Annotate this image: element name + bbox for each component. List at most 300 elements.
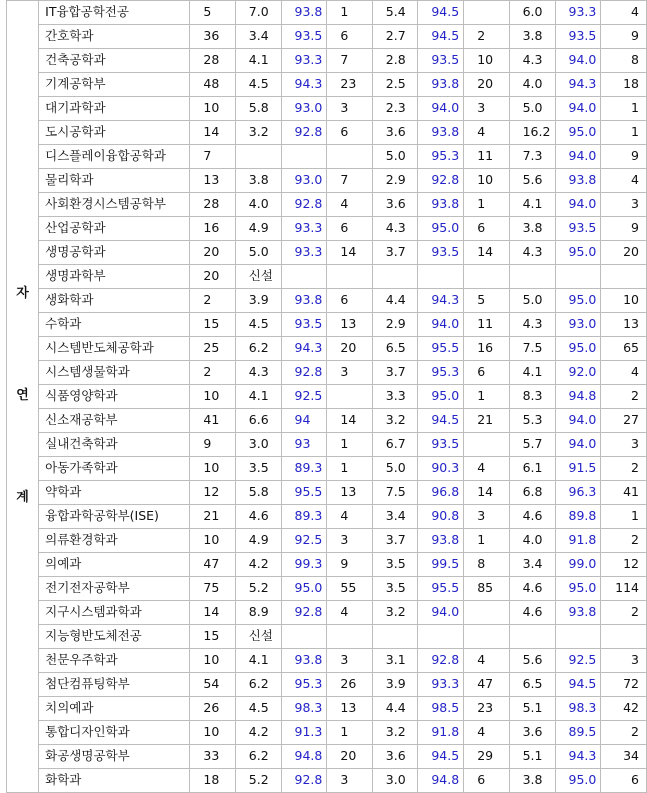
table-cell: 92.8	[281, 121, 327, 145]
table-cell: 1	[327, 721, 372, 745]
table-cell: 89.3	[281, 457, 327, 481]
table-cell: 5.6	[509, 169, 555, 193]
table-cell: 93	[281, 433, 327, 457]
table-cell	[464, 433, 509, 457]
table-cell: 5.4	[372, 1, 418, 25]
table-cell: 5.2	[235, 769, 281, 793]
table-cell: 6.2	[235, 673, 281, 697]
table-cell	[601, 625, 647, 649]
table-cell: 4.0	[235, 193, 281, 217]
table-cell: 93.5	[418, 49, 464, 73]
table-cell: 94.5	[418, 1, 464, 25]
table-cell: 65	[601, 337, 647, 361]
admission-table	[6, 0, 647, 793]
table-cell: 4.3	[509, 313, 555, 337]
table-cell: 94.8	[281, 745, 327, 769]
table-cell: 4.1	[235, 385, 281, 409]
table-cell: 93.8	[281, 1, 327, 25]
table-cell: 95.0	[555, 289, 601, 313]
table-cell: 7.0	[235, 1, 281, 25]
table-cell: 1	[601, 121, 647, 145]
table-cell: 94.0	[418, 313, 464, 337]
table-cell: 3	[327, 529, 372, 553]
table-cell: 90.3	[418, 457, 464, 481]
table-cell: 3.8	[509, 217, 555, 241]
table-cell: 5.7	[509, 433, 555, 457]
table-cell: 94.8	[418, 769, 464, 793]
table-cell: 92.8	[281, 769, 327, 793]
table-cell: 21	[190, 505, 235, 529]
table-row	[7, 217, 647, 241]
table-cell: 98.3	[281, 697, 327, 721]
table-cell: 9	[601, 217, 647, 241]
table-cell: 3.7	[372, 241, 418, 265]
table-cell: 9	[327, 553, 372, 577]
department-name: 첨단컴퓨팅학부	[39, 673, 190, 697]
table-cell: 92.5	[555, 649, 601, 673]
table-cell: 3	[601, 433, 647, 457]
table-cell: 94.3	[418, 289, 464, 313]
table-cell: 6	[327, 25, 372, 49]
table-row	[7, 577, 647, 601]
table-row	[7, 49, 647, 73]
table-cell: 3.2	[372, 721, 418, 745]
table-cell: 6.7	[372, 433, 418, 457]
table-cell: 4	[464, 649, 509, 673]
table-cell: 1	[464, 193, 509, 217]
table-cell: 4.3	[372, 217, 418, 241]
table-cell: 13	[327, 697, 372, 721]
table-cell: 3.9	[235, 289, 281, 313]
table-cell: 2.9	[372, 169, 418, 193]
table-cell: 5.0	[235, 241, 281, 265]
table-cell	[372, 625, 418, 649]
table-cell: 4.0	[509, 73, 555, 97]
department-name: 생명과학부	[39, 265, 190, 289]
department-name: 치의예과	[39, 697, 190, 721]
table-cell: 33	[190, 745, 235, 769]
table-cell: 94.5	[418, 745, 464, 769]
department-name: 사회환경시스템공학부	[39, 193, 190, 217]
table-cell: 10	[464, 169, 509, 193]
department-name: 건축공학과	[39, 49, 190, 73]
table-cell: 2.3	[372, 97, 418, 121]
table-cell: 4	[601, 1, 647, 25]
table-cell: 94.8	[555, 385, 601, 409]
table-cell: 6	[464, 217, 509, 241]
table-cell: 9	[601, 25, 647, 49]
department-name: 수학과	[39, 313, 190, 337]
table-cell: 6.8	[509, 481, 555, 505]
table-cell: 4.6	[509, 505, 555, 529]
table-cell	[418, 625, 464, 649]
table-row	[7, 673, 647, 697]
table-cell: 93.5	[281, 25, 327, 49]
table-cell: 5.0	[509, 97, 555, 121]
table-cell: 3.8	[235, 169, 281, 193]
table-row	[7, 385, 647, 409]
table-cell: 5.8	[235, 481, 281, 505]
table-cell: 3.2	[235, 121, 281, 145]
table-cell: 12	[601, 553, 647, 577]
department-name: 물리학과	[39, 169, 190, 193]
table-cell: 4	[464, 457, 509, 481]
table-cell: 95.5	[281, 481, 327, 505]
table-row	[7, 601, 647, 625]
department-name: 통합디자인학과	[39, 721, 190, 745]
table-cell: 3.6	[372, 745, 418, 769]
table-cell: 5.1	[509, 697, 555, 721]
department-name: 의류환경학과	[39, 529, 190, 553]
table-cell: 4.5	[235, 73, 281, 97]
table-cell: 2.5	[372, 73, 418, 97]
table-cell: 4.4	[372, 697, 418, 721]
table-row	[7, 649, 647, 673]
department-name: 지능형반도체전공	[39, 625, 190, 649]
table-cell: 3.5	[372, 577, 418, 601]
table-cell: 95.0	[555, 769, 601, 793]
table-cell	[464, 601, 509, 625]
table-cell: 6.6	[235, 409, 281, 433]
table-cell: 20	[464, 73, 509, 97]
table-cell: 3.8	[509, 25, 555, 49]
table-cell: 93.8	[418, 73, 464, 97]
table-cell: 5.0	[372, 145, 418, 169]
table-cell: 94.0	[555, 49, 601, 73]
table-cell: 12	[190, 481, 235, 505]
table-cell: 3.2	[372, 409, 418, 433]
table-cell: 21	[464, 409, 509, 433]
table-cell: 11	[464, 313, 509, 337]
table-cell: 14	[190, 121, 235, 145]
table-cell	[555, 625, 601, 649]
table-cell	[372, 265, 418, 289]
table-cell: 3	[327, 769, 372, 793]
table-cell: 29	[464, 745, 509, 769]
table-cell: 7.5	[372, 481, 418, 505]
table-cell: 93.5	[418, 433, 464, 457]
table-cell: 15	[190, 625, 235, 649]
table-cell: 5	[190, 1, 235, 25]
table-cell: 7	[327, 169, 372, 193]
table-cell: 10	[190, 457, 235, 481]
table-cell	[327, 265, 372, 289]
table-cell: 7	[327, 49, 372, 73]
table-cell: 94	[281, 409, 327, 433]
table-cell: 4	[327, 505, 372, 529]
department-name: 전기전자공학부	[39, 577, 190, 601]
table-cell: 93.0	[281, 169, 327, 193]
table-cell: 10	[190, 649, 235, 673]
table-cell	[601, 265, 647, 289]
table-cell: 93.8	[281, 649, 327, 673]
table-cell: 6.5	[372, 337, 418, 361]
table-row	[7, 529, 647, 553]
table-cell: 93.8	[418, 529, 464, 553]
department-name: 의예과	[39, 553, 190, 577]
table-cell: 93.0	[555, 313, 601, 337]
table-row	[7, 73, 647, 97]
table-cell	[464, 265, 509, 289]
table-cell: 3.5	[235, 457, 281, 481]
table-cell: 93.3	[555, 1, 601, 25]
table-cell: 55	[327, 577, 372, 601]
table-cell: 93.3	[281, 241, 327, 265]
table-cell: 93.5	[418, 241, 464, 265]
table-cell: 4.3	[235, 361, 281, 385]
table-cell: 3.3	[372, 385, 418, 409]
table-row	[7, 97, 647, 121]
table-cell	[418, 265, 464, 289]
table-cell: 2	[601, 457, 647, 481]
table-cell	[281, 625, 327, 649]
table-cell: 93.8	[418, 193, 464, 217]
table-cell: 18	[190, 769, 235, 793]
table-cell: 89.5	[555, 721, 601, 745]
department-name: 디스플레이융합공학과	[39, 145, 190, 169]
table-row	[7, 505, 647, 529]
table-cell: 3	[464, 505, 509, 529]
table-cell: 15	[190, 313, 235, 337]
table-cell: 14	[327, 409, 372, 433]
table-cell: 94.0	[555, 193, 601, 217]
table-cell: 92.8	[281, 601, 327, 625]
table-cell: 6.0	[509, 1, 555, 25]
table-cell: 48	[190, 73, 235, 97]
table-cell: 90.8	[418, 505, 464, 529]
table-row	[7, 289, 647, 313]
table-cell: 3.8	[509, 769, 555, 793]
table-cell: 41	[601, 481, 647, 505]
table-cell: 3.4	[372, 505, 418, 529]
department-name: 실내건축학과	[39, 433, 190, 457]
table-cell: 34	[601, 745, 647, 769]
table-cell	[327, 145, 372, 169]
table-cell: 93.0	[281, 97, 327, 121]
table-cell: 9	[601, 145, 647, 169]
table-cell: 4.3	[509, 49, 555, 73]
table-cell: 13	[327, 481, 372, 505]
department-name: 식품영양학과	[39, 385, 190, 409]
table-cell: 94.3	[281, 73, 327, 97]
table-cell: 3.7	[372, 361, 418, 385]
table-row	[7, 433, 647, 457]
table-cell: 5.0	[509, 289, 555, 313]
table-cell: 6	[464, 361, 509, 385]
table-cell: 26	[327, 673, 372, 697]
table-cell: 3	[601, 649, 647, 673]
table-cell: 94.0	[555, 145, 601, 169]
table-cell: 4.2	[235, 553, 281, 577]
table-cell: 4.1	[235, 49, 281, 73]
table-cell: 94.0	[555, 409, 601, 433]
table-cell	[235, 145, 281, 169]
department-name: 간호학과	[39, 25, 190, 49]
table-cell: 14	[464, 481, 509, 505]
table-cell	[281, 145, 327, 169]
department-name: 산업공학과	[39, 217, 190, 241]
table-cell: 2	[464, 25, 509, 49]
table-row	[7, 145, 647, 169]
table-row	[7, 193, 647, 217]
department-name: 도시공학과	[39, 121, 190, 145]
table-cell: 3	[327, 361, 372, 385]
table-cell: 3.6	[372, 121, 418, 145]
table-cell: 92.5	[281, 385, 327, 409]
table-cell: 신설	[235, 625, 281, 649]
category-char: 계	[16, 489, 29, 505]
table-cell: 41	[190, 409, 235, 433]
table-cell: 4.6	[509, 577, 555, 601]
table-cell: 95.5	[418, 337, 464, 361]
category-cell	[7, 1, 39, 793]
table-cell: 92.8	[418, 169, 464, 193]
table-cell: 91.8	[555, 529, 601, 553]
table-cell: 14	[464, 241, 509, 265]
table-cell: 93.3	[281, 49, 327, 73]
table-cell: 95.5	[418, 577, 464, 601]
table-cell: 95.0	[555, 337, 601, 361]
table-cell: 75	[190, 577, 235, 601]
table-cell: 93.5	[555, 217, 601, 241]
table-cell	[509, 625, 555, 649]
table-cell: 20	[601, 241, 647, 265]
table-cell: 92.8	[281, 193, 327, 217]
table-cell: 4	[327, 193, 372, 217]
table-cell: 4.4	[372, 289, 418, 313]
table-cell: 5.6	[509, 649, 555, 673]
table-cell: 3	[601, 193, 647, 217]
table-cell: 4.1	[235, 649, 281, 673]
table-cell: 95.0	[555, 241, 601, 265]
table-cell: 10	[464, 49, 509, 73]
table-cell: 47	[190, 553, 235, 577]
table-cell: 94.5	[418, 409, 464, 433]
table-cell: 20	[190, 265, 235, 289]
table-cell: 94.0	[555, 97, 601, 121]
table-cell: 8.3	[509, 385, 555, 409]
table-cell: 89.8	[555, 505, 601, 529]
table-cell: 4.1	[509, 193, 555, 217]
table-cell: 6	[464, 769, 509, 793]
table-row	[7, 25, 647, 49]
table-cell	[327, 385, 372, 409]
table-cell: 26	[190, 697, 235, 721]
table-cell: 11	[464, 145, 509, 169]
table-cell: 7.3	[509, 145, 555, 169]
table-cell: 3.1	[372, 649, 418, 673]
table-row	[7, 409, 647, 433]
table-cell: 신설	[235, 265, 281, 289]
table-cell: 4.9	[235, 529, 281, 553]
department-name: 천문우주학과	[39, 649, 190, 673]
table-cell: 18	[601, 73, 647, 97]
table-cell: 54	[190, 673, 235, 697]
table-row	[7, 265, 647, 289]
table-cell	[464, 1, 509, 25]
category-char: 연	[16, 387, 29, 403]
table-cell: 23	[464, 697, 509, 721]
department-name: 생명공학과	[39, 241, 190, 265]
table-cell: 6.1	[509, 457, 555, 481]
table-cell: 2	[190, 361, 235, 385]
table-cell: 27	[601, 409, 647, 433]
table-cell: 20	[327, 337, 372, 361]
table-cell: 93.8	[418, 121, 464, 145]
table-cell: 94.3	[555, 745, 601, 769]
table-row	[7, 481, 647, 505]
table-cell	[509, 265, 555, 289]
table-cell: 3.5	[372, 553, 418, 577]
table-cell: 4	[601, 169, 647, 193]
table-cell: 93.3	[418, 673, 464, 697]
table-cell: 94.0	[418, 97, 464, 121]
table-cell: 6	[601, 769, 647, 793]
table-row	[7, 745, 647, 769]
table-cell: 4.0	[509, 529, 555, 553]
table-cell: 4	[464, 121, 509, 145]
table-cell: 7	[190, 145, 235, 169]
table-cell: 93.5	[555, 25, 601, 49]
table-cell: 99.5	[418, 553, 464, 577]
table-cell: 28	[190, 193, 235, 217]
table-cell: 6	[327, 121, 372, 145]
table-cell: 94.3	[555, 73, 601, 97]
table-cell: 4.3	[509, 241, 555, 265]
department-name: 신소재공학부	[39, 409, 190, 433]
table-cell: 2	[601, 721, 647, 745]
category-char: 자	[16, 285, 29, 301]
table-cell: 1	[327, 433, 372, 457]
table-row	[7, 337, 647, 361]
department-name: 시스템반도체공학과	[39, 337, 190, 361]
table-cell: 14	[190, 601, 235, 625]
table-cell: 10	[190, 721, 235, 745]
table-cell: 98.5	[418, 697, 464, 721]
table-cell: 4.2	[235, 721, 281, 745]
table-cell: 2	[601, 601, 647, 625]
table-cell: 4.1	[509, 361, 555, 385]
table-cell: 4.5	[235, 313, 281, 337]
table-cell: 93.8	[555, 169, 601, 193]
table-row	[7, 721, 647, 745]
department-name: 융합과학공학부(ISE)	[39, 505, 190, 529]
table-cell: 95.0	[418, 385, 464, 409]
table-cell: 95.0	[281, 577, 327, 601]
table-row	[7, 769, 647, 793]
table-cell: 92.0	[555, 361, 601, 385]
table-cell: 1	[601, 97, 647, 121]
table-row	[7, 457, 647, 481]
table-cell	[464, 625, 509, 649]
table-cell: 1	[601, 505, 647, 529]
table-cell: 93.3	[281, 217, 327, 241]
table-cell: 4	[327, 601, 372, 625]
table-cell: 96.8	[418, 481, 464, 505]
table-cell: 72	[601, 673, 647, 697]
table-cell: 114	[601, 577, 647, 601]
table-cell: 95.3	[418, 145, 464, 169]
table-cell: 1	[464, 529, 509, 553]
table-cell: 85	[464, 577, 509, 601]
table-cell: 3.4	[509, 553, 555, 577]
table-cell: 25	[190, 337, 235, 361]
table-cell: 3	[327, 97, 372, 121]
department-name: 대기과학과	[39, 97, 190, 121]
table-cell: 9	[190, 433, 235, 457]
table-cell: 4.6	[509, 601, 555, 625]
table-cell: 95.0	[555, 577, 601, 601]
